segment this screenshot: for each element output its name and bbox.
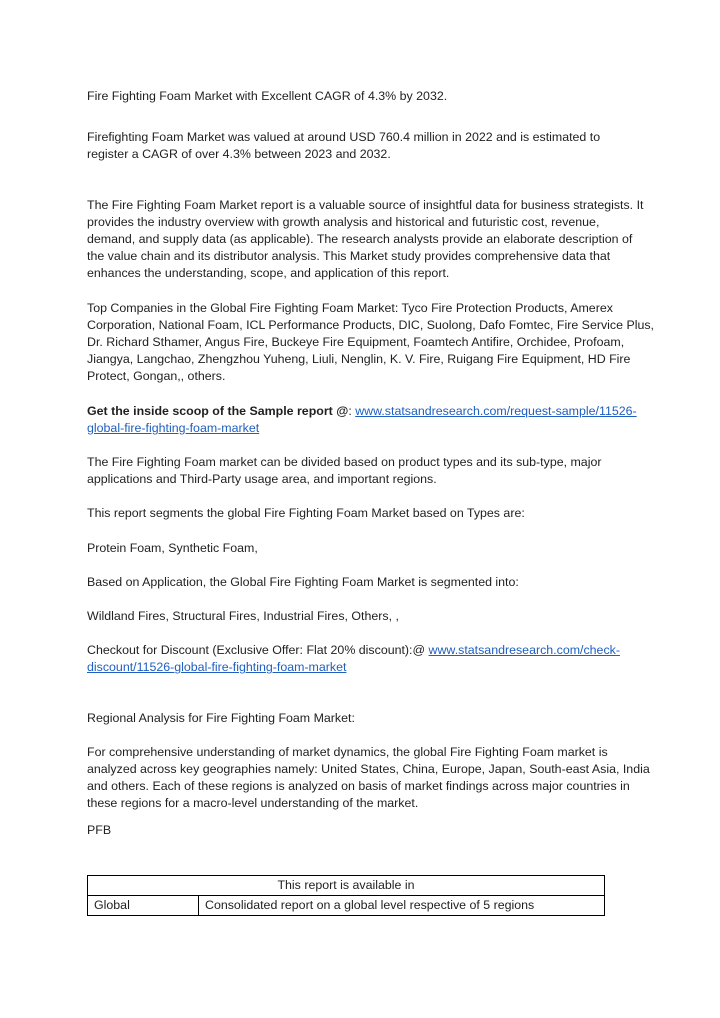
document-title: Fire Fighting Foam Market with Excellent CAGR of 4.3% by 2032.	[87, 89, 448, 103]
discount-label: Checkout for Discount (Exclusive Offer: Flat 20% discount):@	[87, 643, 429, 658]
table-header-cell: This report is available in	[88, 876, 605, 896]
sample-request-link[interactable]: www.statsandresearch.com/request-sample/11526-	[355, 403, 637, 418]
discount-paragraph	[87, 642, 637, 676]
sample-request-link-continued[interactable]: global-fire-fighting-foam-market	[87, 420, 260, 435]
intro-paragraph: Firefighting Foam Market was valued at around USD 760.4 million in 2022 and is estimated to register a CAGR of over 4.3% between 2023 and 2032.	[87, 130, 601, 162]
availability-table	[87, 875, 605, 916]
discount-link-continued[interactable]: discount/11526-global-fire-fighting-foam-market	[87, 660, 347, 675]
sample-request-paragraph	[87, 403, 637, 437]
table-header-row	[88, 876, 605, 896]
table-row	[88, 896, 605, 916]
regional-heading: Regional Analysis for Fire Fighting Foam Market:	[87, 710, 355, 725]
division-paragraph: The Fire Fighting Foam market can be divided based on product types and its sub-type, major applications and Third-Party usage area, and important regions.	[87, 455, 602, 487]
sample-separator: :	[348, 403, 356, 418]
discount-link[interactable]: www.statsandresearch.com/check-	[428, 643, 620, 658]
application-intro: Based on Application, the Global Fire Fighting Foam Market is segmented into:	[87, 574, 519, 589]
table-cell-description: Consolidated report on a global level respective of 5 regions	[199, 896, 605, 916]
application-list: Wildland Fires, Structural Fires, Industrial Fires, Others, ,	[87, 609, 399, 624]
regional-paragraph: For comprehensive understanding of market dynamics, the global Fire Fighting Foam market is analyzed across key geographies namely: United States, China, Europe, Japan, South-east Asia, India and others. Each of these regions is analyzed on basis of market findings across major countries in these regions for a macro-level understanding of the market.	[87, 744, 650, 811]
types-list: Protein Foam, Synthetic Foam,	[87, 540, 258, 555]
table-cell-region: Global	[88, 896, 199, 916]
pfb-label: PFB	[87, 822, 112, 837]
document-body	[87, 88, 654, 839]
overview-paragraph: The Fire Fighting Foam Market report is a valuable source of insightful data for business strategists. It provides the industry overview with growth analysis and historical and futuristic cost, revenue, demand, and supply data (as applicable). The research analysts provide an elaborate description of the value chain and its distributor analysis. This Market study provides comprehensive data that enhances the understanding, scope, and application of this report.	[87, 197, 644, 281]
companies-paragraph: Top Companies in the Global Fire Fighting Foam Market: Tyco Fire Protection Products, Amerex Corporation, National Foam, ICL Performance Products, DIC, Suolong, Dafo Fomtec, Fire Service Plus, Dr. Richard Sthamer, Angus Fire, Buckeye Fire Equipment, Foamtech Antifire, Orchidee, Profoam, Jiangya, Langchao, Zhengzhou Yuheng, Liuli, Nenglin, K. V. Fire, Ruigang Fire Equipment, HD Fire Protect, Gongan,, others.	[87, 300, 654, 384]
types-intro: This report segments the global Fire Fighting Foam Market based on Types are:	[87, 506, 525, 521]
sample-request-label: Get the inside scoop of the Sample report @	[87, 403, 349, 418]
